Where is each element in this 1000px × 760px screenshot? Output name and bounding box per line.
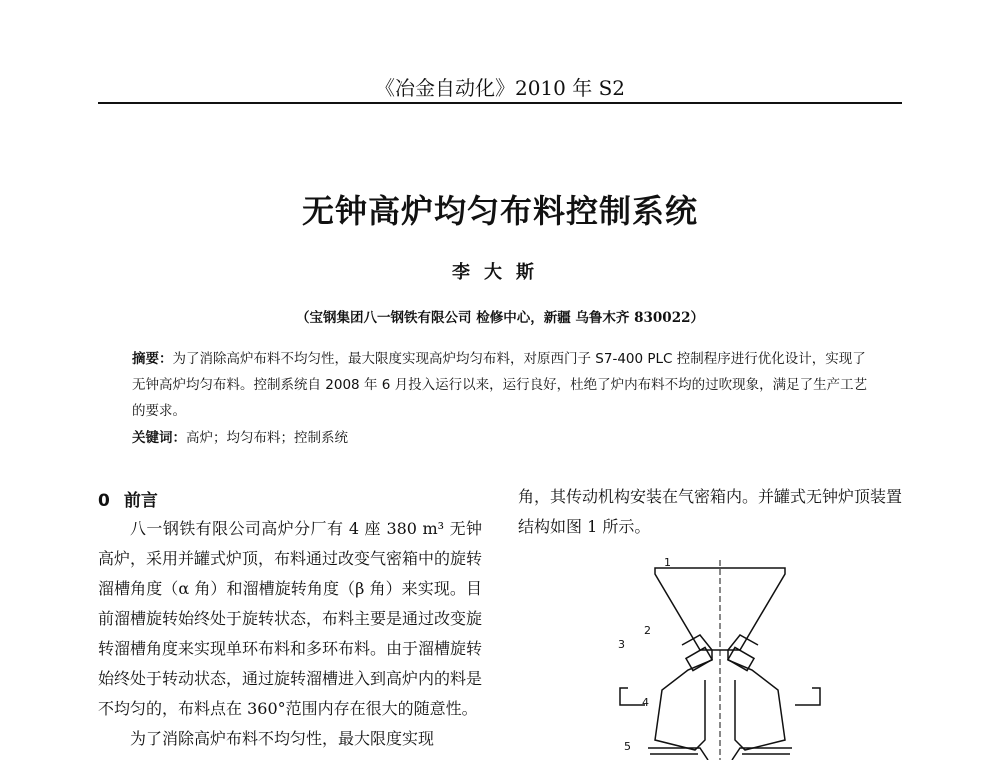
author: 李大斯 [452,262,548,283]
keywords-text: 高炉；均匀布料；控制系统 [186,430,348,446]
running-head: 《冶金自动化》2010 年 S2 [374,76,626,100]
left-column [98,514,482,754]
right-column-text: 角，其传动机构安装在气密箱内。并罐式无钟炉顶装置结构如图 1 所示。 [518,487,903,536]
section-title: 前言 [123,491,158,511]
paper-title: 无钟高炉均匀布料控制系统 [301,192,698,230]
right-column [518,482,906,542]
figure-label: 2 [644,624,651,637]
abstract-label: 摘要： [132,351,173,367]
paragraph: 八一钢铁有限公司高炉分厂有 4 座 380 m³ 无钟高炉，采用并罐式炉顶，布料通过改变气密箱中的旋转溜槽角度（α 角）和溜槽旋转角度（β 角）来实现。目前溜槽旋转始终处于旋转状态，布料主要是通过改变旋转溜槽角度来实现单环布料和多环布料。由于溜槽旋转始终处于转动状态，通过旋转溜槽进入到高炉内的料是不均匀的，布料点在 360°范围内存在很大的随意性。 [98,519,483,718]
header-rule [98,102,902,104]
abstract [132,346,872,424]
keywords [132,426,872,446]
section-number: 0 [98,491,110,511]
figure-furnace-top-diagram [600,540,840,760]
keywords-label: 关键词： [132,430,186,446]
affiliation: （宝钢集团八一钢铁有限公司 检修中心，新疆 乌鲁木齐 830022） [296,310,704,326]
figure-drawing [620,560,820,760]
section-heading [98,486,158,511]
paragraph: 为了消除高炉布料不均匀性，最大限度实现 [130,729,435,748]
figure-label: 1 [664,556,671,569]
figure-label: 5 [624,740,631,753]
figure-label: 4 [642,696,649,709]
figure-label: 3 [618,638,625,651]
abstract-text: 为了消除高炉布料不均匀性，最大限度实现高炉均匀布料，对原西门子 S7-400 PLC 控制程序进行优化设计，实现了无钟高炉均匀布料。控制系统自 2008 年 6 月投入运行以来，运行良好，杜绝了炉内布料不均的过吹现象，满足了生产工艺的要求。 [132,351,868,419]
